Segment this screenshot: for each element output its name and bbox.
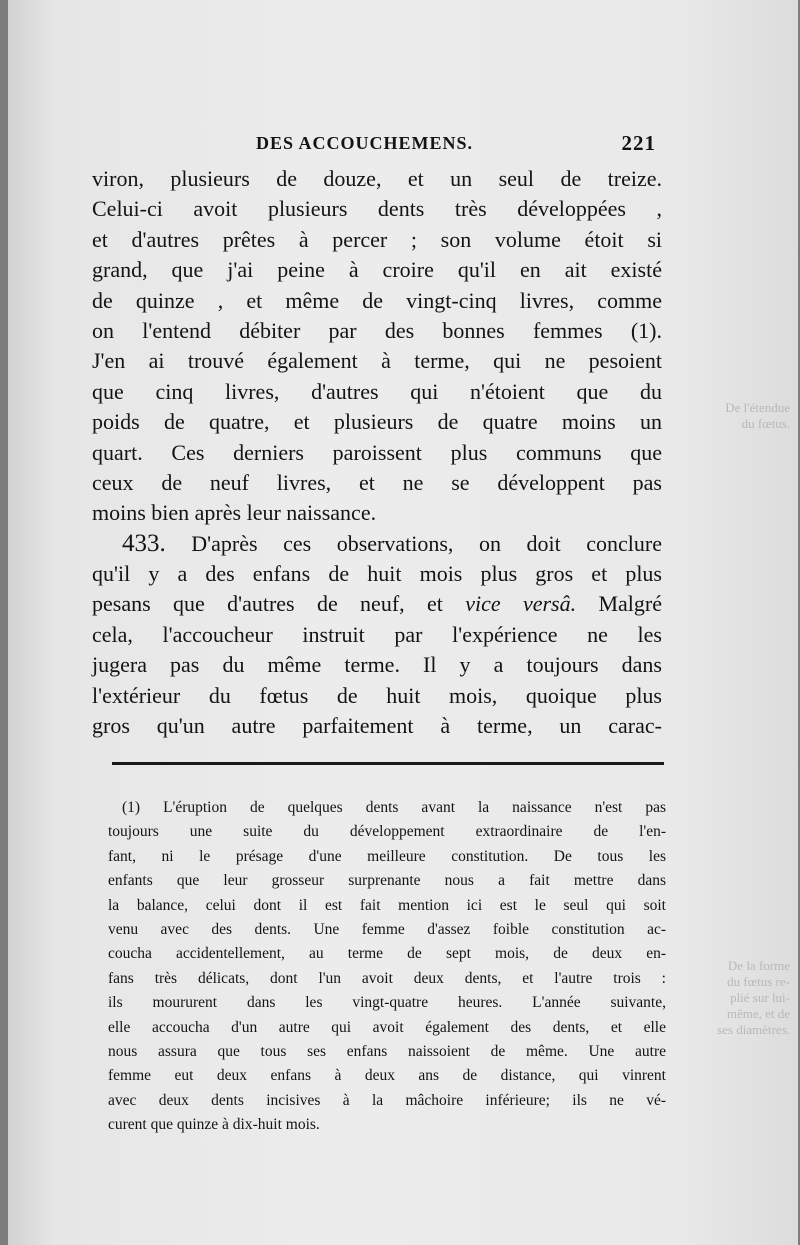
text-line: quart. Ces derniers paroissent plus communs que <box>92 439 662 465</box>
footnote-line: fant, ni le présage d'une meilleure constitution. De tous les <box>108 847 666 865</box>
text-line: gros qu'un autre parfaitement à terme, un carac- <box>92 713 662 739</box>
paragraph-first-line <box>92 529 662 559</box>
text-segment: pesans que d'autres de neuf, et <box>92 591 466 617</box>
footnote-line: fans très délicats, dont l'un avoit deux dents, et l'autre trois : <box>108 969 666 987</box>
text-line: l'extérieur du fœtus de huit mois, quoique plus <box>92 682 662 708</box>
text-line: qu'il y a des enfans de huit mois plus gros et plus <box>92 561 662 587</box>
footnote-line: la balance, celui dont il est fait mention ici est le seul qui soit <box>108 896 666 914</box>
margin-note-fetus-size: De l'étendue du fœtus. <box>725 400 790 431</box>
footnote-line: (1) L'éruption de quelques dents avant la naissance n'est pas <box>122 799 666 816</box>
text-line: Celui-ci avoit plusieurs dents très développées , <box>92 196 662 222</box>
text-line: J'en ai trouvé également à terme, qui ne pesoient <box>92 348 662 374</box>
text-line: de quinze , et même de vingt-cinq livres, comme <box>92 287 662 313</box>
italic-phrase: vice versâ. <box>465 591 577 617</box>
footnote <box>108 796 666 1137</box>
text-line: et d'autres prêtes à percer ; son volume étoit si <box>92 226 662 252</box>
footnote-line: femme eut deux enfans à deux ans de distance, qui vinrent <box>108 1067 666 1085</box>
text-line <box>92 589 662 619</box>
margin-note-fetus-form: De la forme du fœtus re- plié sur lui- même, et de ses diamètres. <box>717 958 790 1037</box>
text-line: grand, que j'ai peine à croire qu'il en ait existé <box>92 257 662 283</box>
footnote-line: toujours une suite du développement extraordinaire de l'en- <box>108 823 666 841</box>
running-title: DES ACCOUCHEMENS. <box>256 133 474 153</box>
text-line: poids de quatre, et plusieurs de quatre moins un <box>92 409 662 435</box>
paragraph-number: 433. <box>122 529 166 557</box>
footnote-divider <box>112 762 664 765</box>
footnote-line: enfants que leur grosseur surprenante nous a fait mettre dans <box>108 872 666 890</box>
paragraph-text: D'après ces observations, on doit conclure <box>191 530 662 556</box>
footnote-line: venu avec des dents. Une femme d'assez foible constitution ac- <box>108 920 666 938</box>
text-line: que cinq livres, d'autres qui n'étoient que du <box>92 378 662 404</box>
footnote-line: ils moururent dans les vingt-quatre heures. L'année suivante, <box>108 994 666 1012</box>
page-header <box>94 131 660 161</box>
text-line: moins bien après leur naissance. <box>92 500 377 526</box>
footnote-line: nous assura que tous ses enfans naissoient de même. Une autre <box>108 1042 666 1060</box>
text-line: on l'entend débiter par des bonnes femmes (1). <box>92 317 662 343</box>
text-line: jugera pas du même terme. Il y a toujours dans <box>92 652 662 678</box>
footnote-line: avec deux dents incisives à la mâchoire inférieure; ils ne vé- <box>108 1091 666 1109</box>
book-page <box>8 0 798 1245</box>
footnote-line: curent que quinze à dix-huit mois. <box>108 1116 320 1134</box>
page-number: 221 <box>621 131 656 155</box>
text-line: ceux de neuf livres, et ne se développent pas <box>92 469 662 495</box>
footnote-line: coucha accidentellement, au terme de sept mois, de deux en- <box>108 945 666 963</box>
text-segment: Malgré <box>576 591 662 617</box>
footnote-line: elle accoucha d'un autre qui avoit également des dents, et elle <box>108 1018 666 1036</box>
main-text <box>92 164 662 741</box>
text-line: cela, l'accoucheur instruit par l'expérience ne les <box>92 621 662 647</box>
text-line: viron, plusieurs de douze, et un seul de treize. <box>92 166 662 191</box>
